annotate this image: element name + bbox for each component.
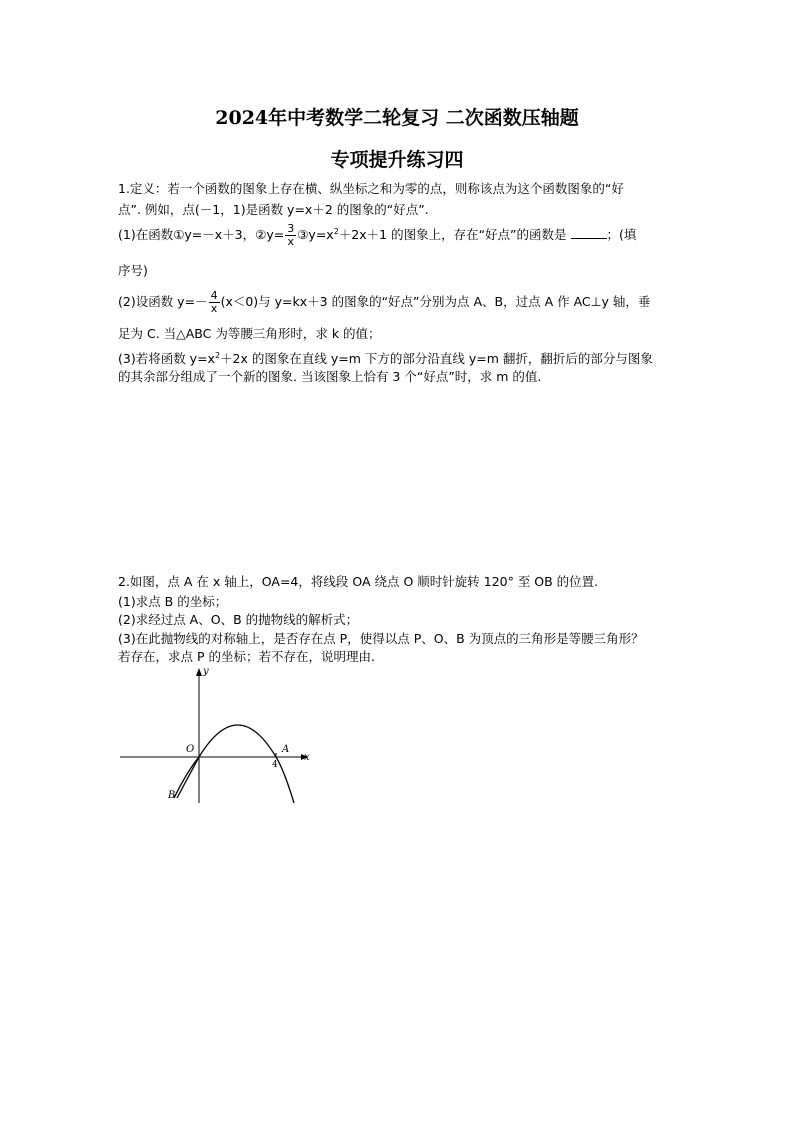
q1-part2 [118,290,708,315]
label-a: A [282,744,290,755]
label-y: y [203,666,209,677]
segment-ob [177,757,199,798]
q1-part3-text-c: 的其余部分组成了一个新的图象. 当该图象上恰有 3 个“好点”时，求 m 的值. [118,369,542,384]
fraction-numerator: 3 [287,222,295,236]
exponent: 2 [333,227,339,236]
page-title: 2024年中考数学二轮复习 二次函数压轴题 [215,107,579,129]
q1-part3-text-a: (3)若将函数 y=x [118,351,215,367]
answer-blank [571,226,607,239]
fraction-denominator: x [287,235,294,249]
fraction-numerator: 4 [210,289,218,302]
exponent: 2 [214,351,221,360]
q1-part3-text-b: ＋2x 的图象在直线 y=m 下方的部分沿直线 y=m 翻折，翻折后的部分与图象 [220,351,653,367]
label-4: 4 [272,760,278,770]
q1-part2-text-a: (2)设函数 y=－ [118,294,208,309]
q2-line2: (1)求点 B 的坐标； [118,594,228,609]
parabola-curve [199,725,294,803]
fraction-4-over-x [209,290,220,315]
label-o: O [186,744,195,755]
parabola-figure [118,660,318,810]
q1-part1-text-b: ③y=x [297,227,334,243]
label-b: B [168,790,176,801]
q1-part2-text-c: 足为 C. 当△ABC 为等腰三角形时，求 k 的值； [118,326,381,341]
q2-line5: 若存在，求点 P 的坐标；若不存在，说明理由. [118,649,375,664]
label-x: x [304,752,310,763]
q1-part1-text-c: ＋2x＋1 的图象上，存在“好点”的函数是 [338,227,567,243]
fraction-denominator: x [210,302,218,315]
q1-part3 [118,347,708,367]
page-subtitle: 专项提升练习四 [330,149,464,171]
q1-part1 [118,223,708,248]
q1-part1-text-a: (1)在函数①y=－x＋3，②y= [118,227,285,243]
q1-part1-text-d: ；(填 [606,227,637,243]
q1-line1: 1.定义：若一个函数的图象上存在横、纵坐标之和为零的点，则称该点为这个函数图象的“好 [118,181,624,196]
fraction-3-over-x [285,223,296,248]
q2-line3: (2)求经过点 A、O、B 的抛物线的解析式； [118,612,359,627]
q2-line4: (3)在此抛物线的对称轴上，是否存在点 P，使得以点 P、O、B 为顶点的三角形是等腰三角形？ [118,631,644,646]
y-axis-arrow [196,668,202,676]
q1-part2-text-b: (x＜0)与 y=kx＋3 的图象的“好点”分别为点 A、B，过点 A 作 AC⊥y 轴，垂 [220,294,651,309]
q1-part1-text-e: 序号) [118,263,148,278]
q1-line2: 点”. 例如，点(－1，1)是函数 y=x＋2 的图象的“好点”. [118,202,429,217]
q2-line1: 2.如图，点 A 在 x 轴上，OA=4，将线段 OA 绕点 O 顺时针旋转 120° 至 OB 的位置. [118,574,599,589]
